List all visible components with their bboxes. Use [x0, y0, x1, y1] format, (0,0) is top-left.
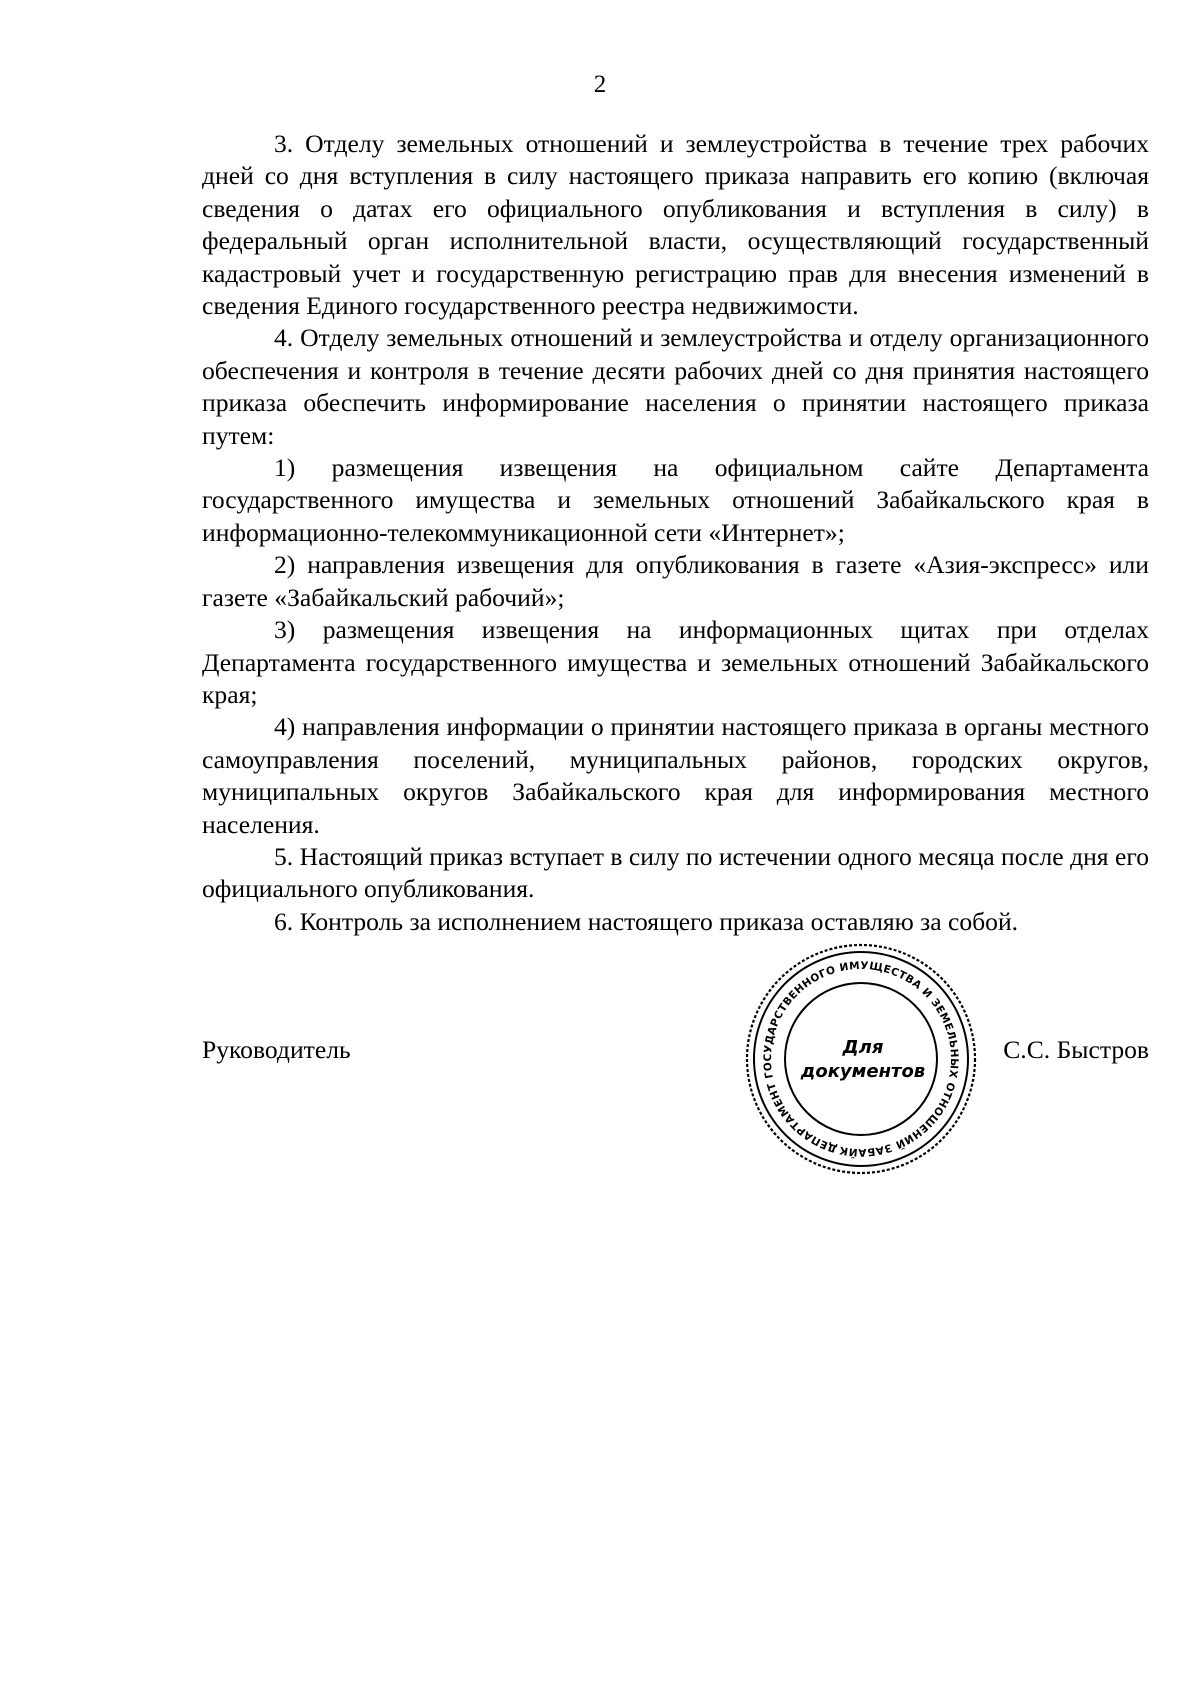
paragraph-5: 5. Настоящий приказ вступает в силу по истечении одного месяца после дня его официального опубликования. [202, 841, 1149, 904]
seal-stamp-icon [742, 940, 980, 1178]
seal-center-line-1: Для [842, 1037, 884, 1058]
document-body [202, 128, 1149, 938]
svg-text:ДЕПАРТАМЕНТ ГОСУДАРСТВЕННОГО И [742, 940, 980, 1178]
seal-ring-text: ДЕПАРТАМЕНТ ГОСУДАРСТВЕННОГО ИМУЩЕСТВА И ЗЕМЕЛЬНЫХ ОТНОШЕНИЙ ЗАБАЙКАЛЬСКОГО [761, 959, 961, 1159]
page-number: 2 [593, 71, 607, 98]
paragraph-4-item-3: 3) размещения извещения на информационных щитах при отделах Департамента государственного имущества и земельных отношений Забайкальского края; [202, 615, 1149, 709]
seal-center-line-2: документов [800, 1061, 926, 1082]
signature-block [202, 1030, 1149, 1070]
paragraph-6: 6. Контроль за исполнением настоящего приказа оставляю за собой. [274, 906, 1019, 936]
paragraph-4: 4. Отделу земельных отношений и землеустройства и отделу организационного обеспечения и контроля в течение десяти рабочих дней со дня принятия настоящего приказа обеспечить информирование населения о принятии настоящего приказа путем: [202, 323, 1149, 450]
paragraph-3: 3. Отделу земельных отношений и землеустройства в течение трех рабочих дней со дня вступления в силу настоящего приказа направить его копию (включая сведения о датах его официального опубликования и вступления в силу) в федеральный орган исполнительной власти, осуществляющий государственный кадастровый учет и государственную регистрацию прав для внесения изменений в сведения Единого государственного реестра недвижимости. [202, 129, 1149, 321]
official-seal [742, 940, 980, 1178]
signer-position: Руководитель [202, 1035, 351, 1064]
paragraph-4-item-4: 4) направления информации о принятии настоящего приказа в органы местного самоуправления поселений, муниципальных районов, городских округов, муниципальных округов Забайкальского края для информирования местного населения. [202, 712, 1149, 839]
paragraph-4-item-2: 2) направления извещения для опубликования в газете «Азия-экспресс» или газете «Забайкальский рабочий»; [202, 550, 1149, 612]
signer-name: С.С. Быстров [1003, 1035, 1149, 1064]
paragraph-4-item-1: 1) размещения извещения на официальном сайте Департамента государственного имущества и земельных отношений Забайкальского края в информационно-телекоммуникационной сети «Интернет»; [202, 453, 1149, 547]
